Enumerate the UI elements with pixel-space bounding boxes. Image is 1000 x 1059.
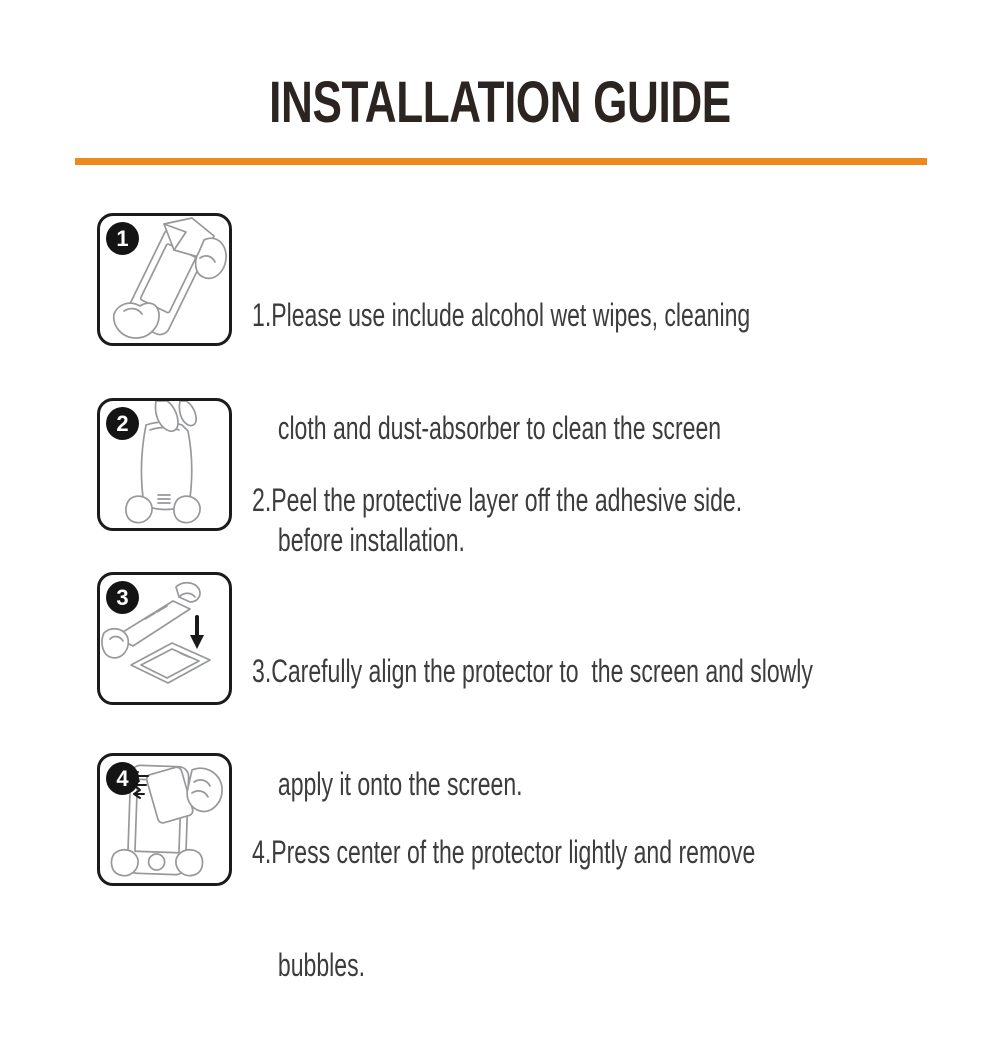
step-text-line: apply it onto the screen. (277, 765, 523, 802)
step-3-number-badge: 3 (106, 581, 139, 614)
step-text-line: before installation. (277, 522, 465, 558)
step-text-line: 2.Peel the protective layer off the adhesive side. (252, 482, 743, 518)
pinching-fingers (155, 401, 196, 431)
step-text-line: 3.Carefully align the protector to the screen and slowly (252, 653, 813, 689)
left-hand (102, 629, 128, 658)
step-4-illustration (97, 753, 232, 886)
right-fingers (176, 583, 200, 602)
step-4-text (252, 759, 755, 1059)
step-1-illustration (97, 213, 232, 346)
step-text-line: cloth and dust-absorber to clean the screen (277, 409, 722, 446)
step-2-number-badge: 2 (106, 407, 139, 440)
step-2-text (252, 407, 742, 595)
step-4-number-badge: 4 (106, 762, 139, 795)
title-divider (75, 158, 927, 165)
step-2-illustration (97, 398, 232, 531)
step-text-line: 1.Please use include alcohol wet wipes, cleaning (252, 297, 751, 333)
step-1-number-badge: 1 (106, 222, 139, 255)
pressing-hand (187, 768, 222, 811)
step-text-line: bubbles. (277, 946, 366, 983)
step-text-line: 4.Press center of the protector lightly and remove (252, 834, 756, 870)
step-3-illustration (97, 572, 232, 705)
page-title: INSTALLATION GUIDE (269, 70, 731, 135)
down-arrow-icon (190, 617, 204, 649)
phone-flat (131, 643, 210, 683)
